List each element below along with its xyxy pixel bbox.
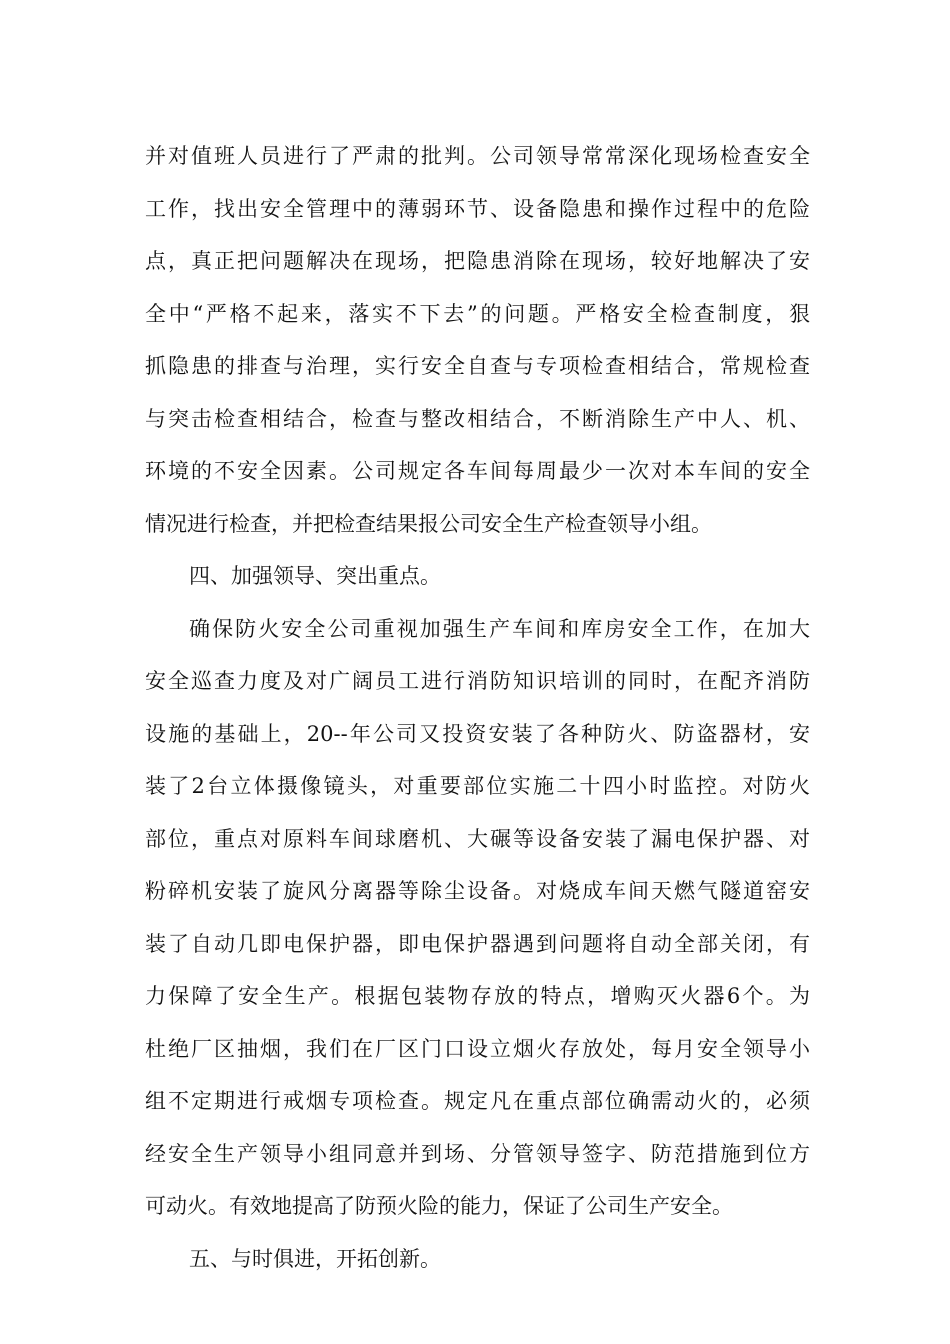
text-line: 装了2台立体摄像镜头，对重要部位实施二十四小时监控。对防火 xyxy=(145,774,810,798)
text-line: 杜绝厂区抽烟，我们在厂区门口设立烟火存放处，每月安全领导小 xyxy=(145,1036,810,1061)
text-line: 情况进行检查，并把检查结果报公司安全生产检查领导小组。 xyxy=(145,511,712,536)
text-line: 粉碎机安装了旋风分离器等除尘设备。对烧成车间天燃气隧道窑安 xyxy=(145,879,810,903)
text-line: 点，真正把问题解决在现场，把隐患消除在现场，较好地解决了安 xyxy=(145,249,810,273)
text-line: 并对值班人员进行了严肃的批判。公司领导常常深化现场检查安全 xyxy=(145,144,810,168)
paragraph-safety-inspection xyxy=(145,130,810,550)
paragraph-fire-safety xyxy=(145,603,810,1233)
text-line: 确保防火安全公司重视加强生产车间和库房安全工作，在加大 xyxy=(189,616,810,641)
text-line: 设施的基础上，20--年公司又投资安装了各种防火、防盗器材，安 xyxy=(145,721,810,746)
text-line: 装了自动几即电保护器，即电保护器遇到问题将自动全部关闭，有 xyxy=(145,931,810,956)
document-body xyxy=(145,130,810,1285)
section-heading-four: 四、加强领导、突出重点。 xyxy=(189,564,441,588)
text-line: 组不定期进行戒烟专项检查。规定凡在重点部位确需动火的，必须 xyxy=(145,1089,810,1113)
text-line: 全中“严格不起来，落实不下去”的问题。严格安全检查制度，狠 xyxy=(145,301,810,326)
text-line: 工作，找出安全管理中的薄弱环节、设备隐患和操作过程中的危险 xyxy=(145,196,810,221)
text-line: 可动火。有效地提高了防预火险的能力，保证了公司生产安全。 xyxy=(145,1194,733,1218)
text-line: 力保障了安全生产。根据包装物存放的特点，增购灭火器6个。为 xyxy=(145,984,810,1008)
text-line: 与突击检查相结合，检查与整改相结合，不断消除生产中人、机、 xyxy=(145,406,810,431)
text-line: 抓隐患的排查与治理，实行安全自查与专项检查相结合，常规检查 xyxy=(145,354,810,378)
section-heading-five: 五、与时俱进，开拓创新。 xyxy=(189,1246,441,1271)
text-line: 环境的不安全因素。公司规定各车间每周最少一次对本车间的安全 xyxy=(145,459,810,483)
text-line: 安全巡查力度及对广阔员工进行消防知识培训的同时，在配齐消防 xyxy=(145,669,810,693)
text-line: 部位，重点对原料车间球磨机、大碾等设备安装了漏电保护器、对 xyxy=(145,826,810,851)
text-line: 经安全生产领导小组同意并到场、分管领导签字、防范措施到位方 xyxy=(145,1141,810,1166)
